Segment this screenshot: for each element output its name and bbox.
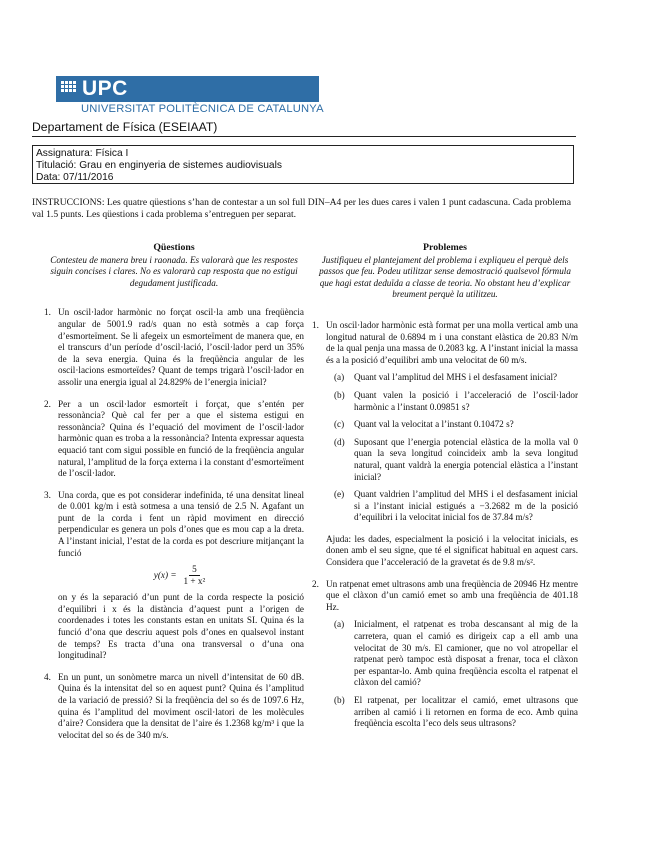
part-text: Suposant que l’energia potencial elàstica de la molla val 0 quan la seva longitud coincideix amb la seva longitud natural, quant valdrà la energia potencial elàstica a l’instant inicial? [354, 436, 578, 482]
problems-subtitle: Justifiqueu el plantejament del problema i expliqueu el perquè dels passos que feu. Podeu utilitzar sense demostració qualsevol fórmula que hagi estat deduïda a classe de teoria. No obstant heu d’explicar breument perquè la utilitzeu. [319, 254, 571, 300]
header-divider [32, 136, 576, 137]
course-info-box [32, 145, 574, 184]
problem-text: Un ratpenat emet ultrasons amb una freqüència de 20946 Hz mentre que el clàxon d’un camió emet so amb una freqüència de 401.18 Hz. [326, 578, 578, 612]
question-item [44, 490, 304, 662]
question-item [44, 307, 304, 388]
part-label: (e) [334, 489, 345, 500]
question-number: 4. [44, 671, 51, 682]
part-label: (a) [334, 619, 345, 630]
questions-subtitle: Contesteu de manera breu i raonada. Es valorarà que les respostes siguin concises i clares. No es valorarà cap resposta que no estigui degudament justificada. [50, 254, 298, 288]
problems-column [312, 242, 578, 740]
problem-number: 1. [312, 319, 319, 330]
university-name: UNIVERSITAT POLITÈCNICA DE CATALUNYA [81, 103, 324, 115]
formula-denominator: 1 + x² [183, 576, 206, 587]
question-number: 3. [44, 489, 51, 500]
part-label: (b) [334, 695, 345, 705]
problem-parts [326, 372, 578, 524]
part-text: El ratpenat, per localitzar el camió, emet ultrasons que arriben al camió i li retornen en forma de eco. Amb quina freqüència escolta l’eco dels seus ultrasons? [354, 695, 578, 729]
problem-part [326, 619, 578, 689]
upc-logo [56, 76, 319, 102]
course-name: Assignatura: Física I [36, 148, 129, 159]
question-text: Per a un oscil·lador esmorteït i forçat, que s’entén per ressonància? Què cal fer per a que el sistema estigui en ressonància? Quina és l’equació del moviment de l’oscil·lador harmònic quan es troba a la ressonància? Intenta expressar aquesta equació tant com sigui possible en funció de la freqüència angular natural, l’amplitud de la força externa i la constant d’esmorteïment de l’oscil·lador. [58, 398, 304, 479]
questions-list [44, 307, 304, 741]
problems-list [312, 320, 578, 524]
question-number: 2. [44, 398, 51, 409]
problem-part [326, 695, 578, 730]
part-text: Quant val l’amplitud del MHS i el desfasament inicial? [354, 372, 558, 383]
wave-formula [58, 564, 304, 587]
part-text: Inicialment, el ratpenat es troba descansant al mig de la carretera, quan el camió es dirigeix cap a ell amb una velocitat de 30 m/s. El camioner, que no vol atropellar el ratpenat però tampoc està disposat a frenar, toca el clàxon per espantar-lo. Amb quina freqüència escolta el ratpenat el clàxon del camió? [354, 619, 578, 688]
problem-text: Un oscil·lador harmònic està format per una molla vertical amb una longitud natural de 0.6894 m i una constant elàstica de 20.83 N/m de la qual penja una massa de 0.2083 kg. A l’instant inicial la massa és a la posició d’equilibri amb una velocitat de 60 m/s. [326, 319, 578, 365]
question-number: 1. [44, 307, 51, 318]
problem-part [326, 489, 578, 524]
part-text: Quant val la velocitat a l’instant 0.10472 s? [354, 419, 514, 430]
question-item [44, 672, 304, 742]
part-text: Quant valen la posició i l’acceleració de l’oscil·lador harmònic a l’instant 0.09851 s? [354, 389, 578, 412]
formula-lhs: y(x) = [153, 569, 177, 580]
question-text: En un punt, un sonòmetre marca un nivell d’intensitat de 60 dB. Quina és la intensitat del so en aquest punt? Quina és l’amplitud de la variació de pressió? Si la freqüència del so és de 1097.6 Hz, quina és l’amplitud del moviment oscil·latori de les molècules d’aire? Considera que la densitat de l’aire és 1.2368 kg/m³ i que la velocitat del so és de 340 m/s. [58, 671, 304, 740]
formula-numerator: 5 [189, 564, 200, 576]
part-label: (c) [334, 419, 345, 430]
formula-fraction [181, 564, 209, 587]
question-text: Un oscil·lador harmònic no forçat oscil·la amb una freqüència angular de 5001.9 rad/s quan no està sotmès a cap força d’esmorteïment. Se li afegeix un esmorteïment de manera que, en el transcurs d’un període d’oscil·lació, l’oscil·lador perd un 35% de la seva energia. Quina és la freqüència angular de les oscil·lacions esmorteïdes? Quant de temps trigarà l’oscil·lador en assolir una energia igual al 24.829% de l’energia inicial? [58, 307, 304, 387]
logo-dots-icon [61, 81, 81, 93]
department-name: Departament de Física (ESEIAAT) [32, 120, 218, 134]
problem-item [312, 320, 578, 524]
exam-date: Data: 07/11/2016 [36, 172, 114, 184]
problem-part [326, 419, 578, 431]
problems-list-continued [312, 579, 578, 730]
problem-part [326, 437, 578, 483]
problem-number: 2. [312, 578, 319, 589]
instructions: INSTRUCCIONS: Les quatre qüestions s’han de contestar a un sol full DIN–A4 per les dues cares i valen 1 punt cadascuna. Cada problema val 1.5 punts. Les qüestions i cada problema s’entreguen per separat. [32, 197, 571, 221]
part-label: (b) [334, 389, 345, 400]
questions-column [44, 242, 304, 751]
problem-part [326, 372, 578, 384]
part-label: (d) [334, 436, 345, 447]
problem-hint: Ajuda: les dades, especialment la posició i la velocitat inicials, es donen amb el seu signe, que té el significat habitual en aquest cars. Considera que l’acceleració de la gravetat és de 9.8 m/s². [326, 533, 578, 568]
question-text: Una corda, que es pot considerar indefinida, té una densitat lineal de 0.001 kg/m i està sotmesa a una tensió de 2.5 N. Agafant un punt de la corda i fent un ràpid moviment en direcció perpendicular es genera un pols d’ones que es mou cap a la dreta. A l’instant inicial, l’estat de la corda es pot descriure mitjançant la funció [58, 489, 304, 558]
questions-title: Qüestions [153, 242, 195, 253]
question-item [44, 399, 304, 480]
problems-title: Problemes [423, 242, 467, 253]
degree-name: Titulació: Grau en enginyeria de sistemes audiovisuals [36, 160, 282, 172]
question-text-continued: on y és la separació d’un punt de la corda respecte la posició d’equilibri i x és la distància d’aquest punt a l’origen de coordenades i totes les constants estan en unitats SI. Quina és la funció d’ona que descriu aquest pols d’ones en qualsevol instant de temps? Es tracta d’una ona transversal o d’una ona longitudinal? [58, 592, 304, 661]
problem-part [326, 390, 578, 413]
problem-item [312, 579, 578, 730]
part-text: Quant valdrien l’amplitud del MHS i el desfasament inicial si a l’instant inicial estigués a −3.2682 m de la posició d’equilibri i la velocitat inicial fos de 37.84 m/s? [354, 489, 578, 523]
part-label: (a) [334, 372, 345, 383]
problem-parts [326, 619, 578, 729]
logo-text: UPC [82, 77, 128, 100]
